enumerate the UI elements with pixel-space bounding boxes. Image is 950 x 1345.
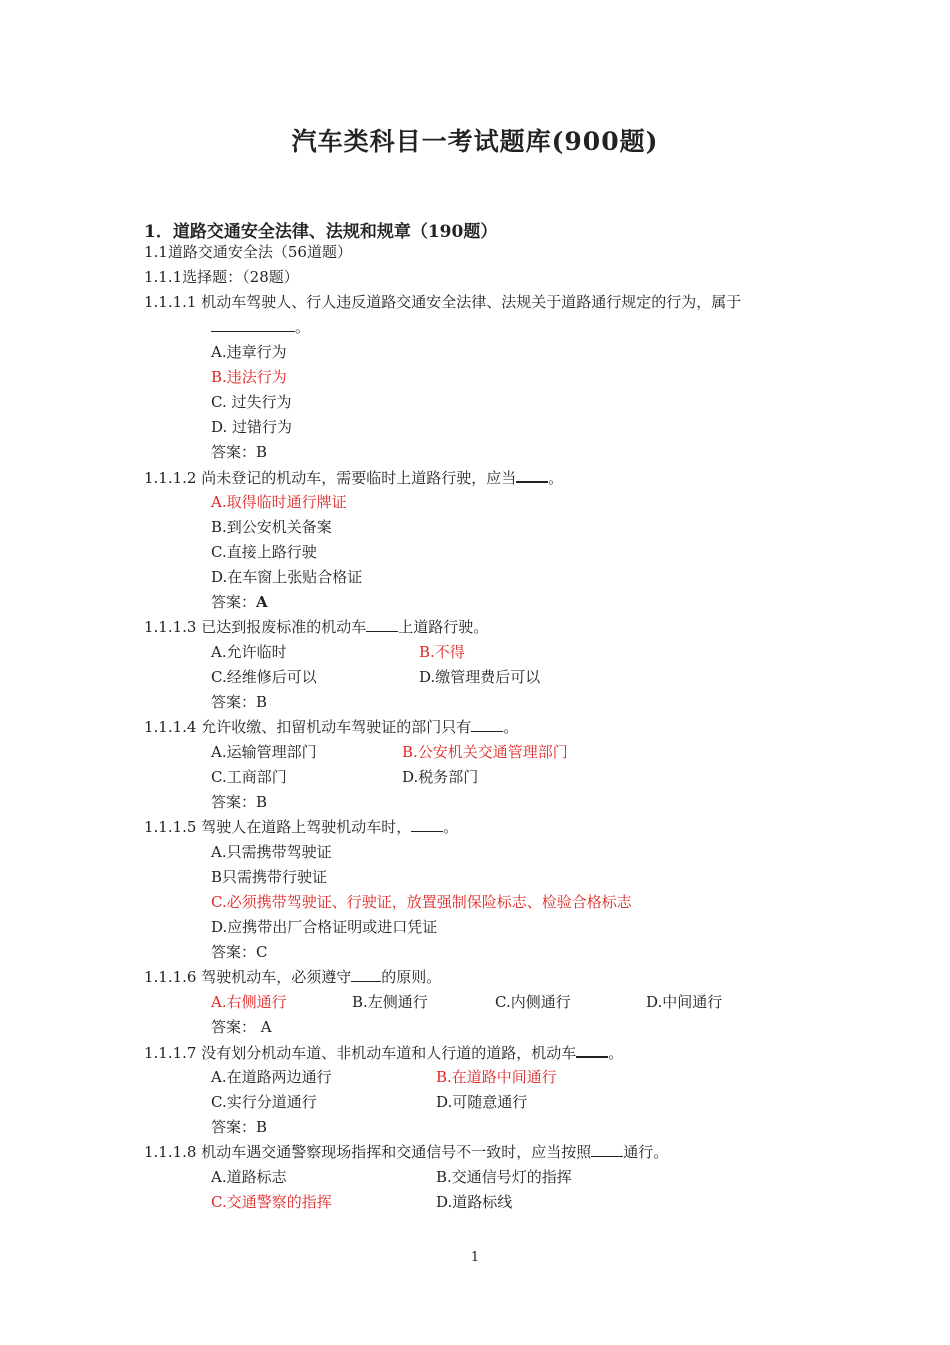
answer-blank <box>471 717 503 732</box>
option-correct: B.违法行为 <box>211 368 287 386</box>
answer-line: 答案：B <box>211 443 268 461</box>
option-correct: B.不得 <box>419 643 465 661</box>
answer-blank <box>366 617 398 632</box>
question-stem: 允许收缴、扣留机动车驾驶证的部门只有 <box>201 718 472 736</box>
answer-line <box>211 592 268 612</box>
option: B.交通信号灯的指挥 <box>436 1168 572 1186</box>
answer-blank <box>591 1142 623 1157</box>
answer-blank <box>351 967 381 982</box>
question-stem-end: 通行。 <box>623 1143 669 1161</box>
option: D.可随意通行 <box>436 1093 528 1111</box>
answer-line: 答案：B <box>211 793 268 811</box>
answer-blank <box>411 817 443 832</box>
question-stem: 驾驶人在道路上驾驶机动车时， <box>201 818 412 836</box>
option: B.到公安机关备案 <box>211 518 332 536</box>
option-correct: C.交通警察的指挥 <box>211 1193 332 1211</box>
question-stem-end: 。 <box>503 718 519 736</box>
option: D.中间通行 <box>646 993 723 1011</box>
question-stem: 尚未登记的机动车，需要临时上道路行驶，应当 <box>201 469 517 487</box>
question-number: 1.1.1.7 <box>144 1044 197 1062</box>
option: C.直接上路行驶 <box>211 543 317 561</box>
section-heading: 1．道路交通安全法律、法规和规章（190题） <box>144 222 498 242</box>
option: B只需携带行驶证 <box>211 868 328 886</box>
option-correct: B.在道路中间通行 <box>436 1068 557 1086</box>
option: C.工商部门 <box>211 768 287 786</box>
page-number: 1 <box>470 1250 480 1265</box>
question-stem: 没有划分机动车道、非机动车道和人行道的道路，机动车 <box>201 1044 577 1062</box>
document-title: 汽车类科目一考试题库(900题) <box>291 127 659 156</box>
answer-blank <box>516 467 548 483</box>
question-number: 1.1.1.5 <box>144 818 197 836</box>
answer-line: 答案：B <box>211 1118 268 1136</box>
option: C. 过失行为 <box>211 393 292 411</box>
option: D. 过错行为 <box>211 418 293 436</box>
question-stem-end: 。 <box>295 318 311 336</box>
answer-line: 答案： A <box>211 1018 272 1036</box>
option: C.实行分道通行 <box>211 1093 317 1111</box>
question-number: 1.1.1.3 <box>144 618 197 636</box>
option: C.内侧通行 <box>495 993 571 1011</box>
question-stem: 驾驶机动车，必须遵守 <box>201 968 352 986</box>
option: A.在道路两边通行 <box>211 1068 332 1086</box>
question-stem-end: 。 <box>608 1044 624 1062</box>
option: D.应携带出厂合格证明或进口凭证 <box>211 918 438 936</box>
question-stem-end: 。 <box>548 469 564 487</box>
option: C.经维修后可以 <box>211 668 317 686</box>
option-correct: B.公安机关交通管理部门 <box>402 743 568 761</box>
option: D.税务部门 <box>402 768 479 786</box>
question-stem: 机动车驾驶人、行人违反道路交通安全法律、法规关于道路通行规定的行为，属于 <box>201 293 742 311</box>
question-number: 1.1.1.1 <box>144 293 197 311</box>
option: A.运输管理部门 <box>211 743 317 761</box>
question-stem-end: 上道路行驶。 <box>398 618 489 636</box>
answer-value: A <box>256 593 268 611</box>
option: B.左侧通行 <box>352 993 428 1011</box>
option: A.道路标志 <box>211 1168 287 1186</box>
question-stem: 机动车遇交通警察现场指挥和交通信号不一致时，应当按照 <box>201 1143 592 1161</box>
answer-blank <box>576 1042 608 1058</box>
option: A.允许临时 <box>211 643 287 661</box>
subsubsection-heading: 1.1.1选择题：（28题） <box>144 268 299 286</box>
option: D.道路标线 <box>436 1193 513 1211</box>
question-stem-end: 。 <box>443 818 459 836</box>
answer-line: 答案：C <box>211 943 268 961</box>
question-number: 1.1.1.2 <box>144 469 197 487</box>
question-number: 1.1.1.4 <box>144 718 197 736</box>
question-number: 1.1.1.8 <box>144 1143 197 1161</box>
answer-line: 答案：B <box>211 693 268 711</box>
option: A.只需携带驾驶证 <box>211 843 332 861</box>
question-number: 1.1.1.6 <box>144 968 197 986</box>
subsection-heading: 1.1道路交通安全法（56道题） <box>144 243 352 261</box>
option: A.违章行为 <box>211 343 287 361</box>
option-correct: A.取得临时通行牌证 <box>211 493 347 511</box>
answer-blank <box>211 317 295 332</box>
option: D.缴管理费后可以 <box>419 668 541 686</box>
question-stem: 已达到报废标准的机动车 <box>201 618 367 636</box>
option: D.在车窗上张贴合格证 <box>211 568 363 586</box>
option-correct: A.右侧通行 <box>211 993 287 1011</box>
answer-label: 答案： <box>211 593 257 611</box>
question-stem-end: 的原则。 <box>381 968 442 986</box>
option-correct: C.必须携带驾驶证、行驶证，放置强制保险标志、检验合格标志 <box>211 893 632 911</box>
